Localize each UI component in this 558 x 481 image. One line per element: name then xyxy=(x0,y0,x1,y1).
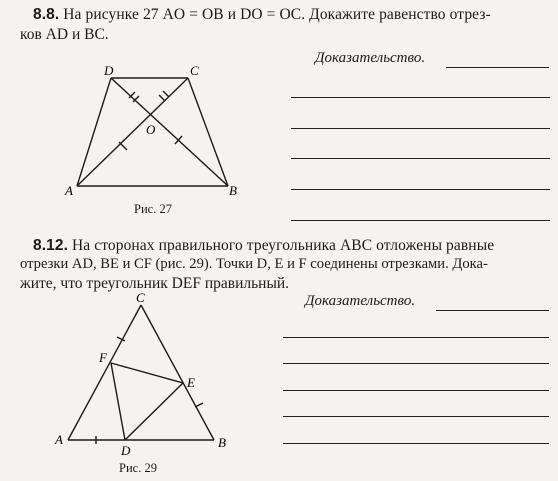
write-line xyxy=(291,97,550,98)
label-o: O xyxy=(146,122,156,137)
label-b: B xyxy=(218,435,226,450)
write-line xyxy=(283,443,549,444)
write-line xyxy=(291,158,550,159)
diagonal-db xyxy=(111,78,228,186)
problem-8-12-line-1 xyxy=(33,237,494,255)
side-df xyxy=(111,363,125,440)
label-a: A xyxy=(55,432,63,447)
write-line xyxy=(291,128,550,129)
proof-label: Доказательство. xyxy=(305,293,416,309)
problem-8-12-line-2: отрезки AD, BE и CF (рис. 29). Точки D, E и F соединены отрезками. Дока- xyxy=(20,256,488,272)
write-line xyxy=(436,310,549,311)
figure-29-caption: Рис. 29 xyxy=(119,461,157,475)
label-c: C xyxy=(190,63,199,78)
label-c: C xyxy=(136,290,145,305)
problem-8-12-line-3: жите, что треугольник DEF правильный. xyxy=(20,275,290,292)
write-line xyxy=(283,337,549,338)
side-cb xyxy=(188,78,228,186)
figure-27-trapezoid xyxy=(0,0,290,230)
side-fe xyxy=(111,363,183,383)
label-a: A xyxy=(65,183,73,198)
side-ed xyxy=(125,383,183,440)
problem-text: На рисунке 27 AO = OB и DO = OC. Докажите равенство отрез- xyxy=(63,6,491,23)
label-b: B xyxy=(229,183,237,198)
write-line xyxy=(291,220,550,221)
tick-oc-2 xyxy=(163,91,169,97)
problem-number: 8.12. xyxy=(33,237,68,254)
tick-ao xyxy=(119,142,127,150)
figure-29-triangle xyxy=(0,290,290,460)
label-d: D xyxy=(121,443,131,458)
write-line xyxy=(291,189,550,190)
label-e: E xyxy=(187,375,195,390)
label-d: D xyxy=(104,63,114,78)
tick-oc-1 xyxy=(159,95,165,101)
problem-text: На сторонах правильного треугольника ABC отложены равные xyxy=(71,237,495,254)
problem-8-8-line-2: ков AD и BC. xyxy=(20,26,109,43)
side-ac xyxy=(68,305,141,440)
write-line xyxy=(283,416,549,417)
write-line xyxy=(283,390,549,391)
tick-be xyxy=(195,403,203,407)
write-line xyxy=(283,363,549,364)
proof-label: Доказательство. xyxy=(315,50,426,66)
problem-number: 8.8. xyxy=(33,6,60,23)
write-line xyxy=(446,67,549,68)
label-f: F xyxy=(99,350,107,365)
side-cb xyxy=(141,305,214,440)
figure-27-caption: Рис. 27 xyxy=(134,202,172,216)
